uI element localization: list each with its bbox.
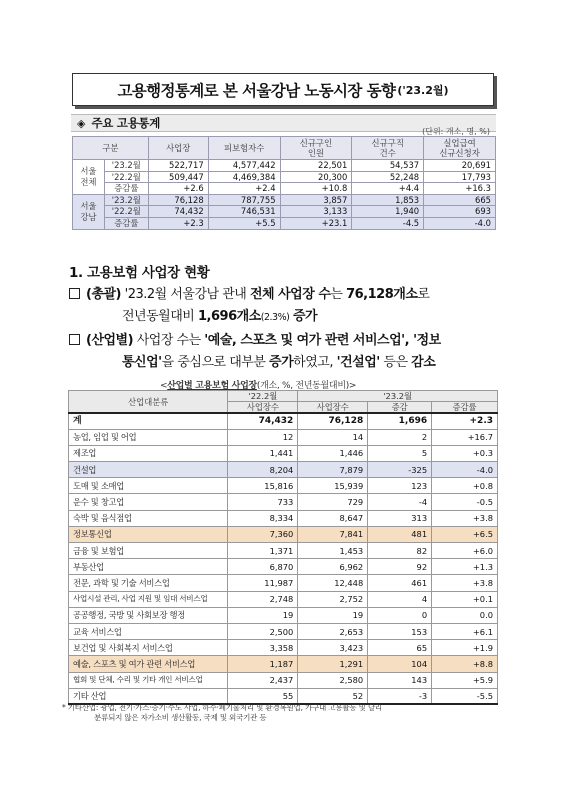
cell: +6.5 xyxy=(432,526,498,542)
cell: 20,691 xyxy=(424,160,496,172)
cell: 1,696 xyxy=(368,413,432,429)
group-label: 서울 전체 xyxy=(73,160,105,195)
footnote: * 기타산업: 광업, 전기·가스·증기·수도 사업, 하수·폐기물처리 및 환경복원업, 가구내 고용활동 및 달리 분류되지 않은 자가소비 생산활동, 국제 및 외국기관 등 xyxy=(62,703,382,722)
cell: 3,857 xyxy=(280,194,352,206)
cell: 3,358 xyxy=(228,640,298,656)
section-label: 주요 고용통계 xyxy=(91,116,161,130)
unit-note: (단위: 개소, 명, %) xyxy=(422,127,490,136)
cell: 19 xyxy=(228,607,298,623)
cell: 8,334 xyxy=(228,510,298,526)
header-cell: 사업장 xyxy=(148,137,208,160)
row-label: 증감률 xyxy=(104,217,148,229)
cell: 729 xyxy=(298,494,368,510)
cell: 1,371 xyxy=(228,543,298,559)
cell: 1,441 xyxy=(228,445,298,461)
cell: 1,446 xyxy=(298,445,368,461)
cell: 461 xyxy=(368,575,432,591)
cell: 665 xyxy=(424,194,496,206)
checkbox-square-icon xyxy=(69,288,80,299)
cell: 15,816 xyxy=(228,478,298,494)
industry-name: 기타 산업 xyxy=(69,688,228,704)
cell: +16.7 xyxy=(432,429,498,445)
header-cell: '22.2월 xyxy=(228,391,298,402)
cell: 3,423 xyxy=(298,640,368,656)
cell: 733 xyxy=(228,494,298,510)
cell: +8.8 xyxy=(432,656,498,672)
table-row xyxy=(73,183,496,195)
cell: +2.3 xyxy=(148,217,208,229)
cell: 7,879 xyxy=(298,462,368,478)
table-row xyxy=(73,217,496,229)
document-title xyxy=(72,73,494,106)
row-label: '22.2월 xyxy=(104,171,148,183)
cell: 2,748 xyxy=(228,591,298,607)
cell: 787,755 xyxy=(208,194,280,206)
row-label: '22.2월 xyxy=(104,206,148,218)
cell: 55 xyxy=(228,688,298,704)
table-row xyxy=(73,160,496,172)
cell: -4.0 xyxy=(424,217,496,229)
table-row xyxy=(73,194,496,206)
cell: 5 xyxy=(368,445,432,461)
cell: 6,870 xyxy=(228,559,298,575)
cell: 143 xyxy=(368,672,432,688)
title-main: 고용행정통계로 본 서울강남 노동시장 동향 xyxy=(117,81,396,100)
industry-name: 도매 및 소매업 xyxy=(69,478,228,494)
table-row xyxy=(69,510,498,526)
table-row xyxy=(69,462,498,478)
industry-name: 공공행정, 국방 및 사회보장 행정 xyxy=(69,607,228,623)
industry-name: 부동산업 xyxy=(69,559,228,575)
cell: +4.4 xyxy=(352,183,424,195)
table-row xyxy=(69,575,498,591)
table-row xyxy=(69,656,498,672)
industry-name: 예술, 스포츠 및 여가 관련 서비스업 xyxy=(69,656,228,672)
cell: 20,300 xyxy=(280,171,352,183)
cell: 1,187 xyxy=(228,656,298,672)
cell: 52,248 xyxy=(352,171,424,183)
cell: 0 xyxy=(368,607,432,623)
cell: 12,448 xyxy=(298,575,368,591)
summary-header-row xyxy=(73,137,496,160)
cell: 74,432 xyxy=(228,413,298,429)
cell: 313 xyxy=(368,510,432,526)
cell: 104 xyxy=(368,656,432,672)
cell: -5.5 xyxy=(432,688,498,704)
industry-name: 보건업 및 사회복지 서비스업 xyxy=(69,640,228,656)
industry-name: 금융 및 보험업 xyxy=(69,543,228,559)
table-row xyxy=(69,688,498,704)
cell: 153 xyxy=(368,623,432,639)
cell: 4,469,384 xyxy=(208,171,280,183)
header-row xyxy=(69,391,498,402)
header-cell: 사업장수 xyxy=(298,402,368,414)
cell: +2.3 xyxy=(432,413,498,429)
cell: 2 xyxy=(368,429,432,445)
row-label: '23.2월 xyxy=(104,160,148,172)
cell: 12 xyxy=(228,429,298,445)
industry-name: 숙박 및 음식점업 xyxy=(69,510,228,526)
cell: +1.3 xyxy=(432,559,498,575)
section-heading: 1. 고용보험 사업장 현황 xyxy=(69,265,210,281)
cell: 2,752 xyxy=(298,591,368,607)
industry-table-body xyxy=(69,413,498,704)
industry-name: 정보통신업 xyxy=(69,526,228,542)
cell: 52 xyxy=(298,688,368,704)
title-date: ('23.2월) xyxy=(397,83,449,97)
cell: -0.5 xyxy=(432,494,498,510)
cell: 11,987 xyxy=(228,575,298,591)
table-row xyxy=(69,559,498,575)
cell: 2,580 xyxy=(298,672,368,688)
header-cell: 신규구인 인원 xyxy=(280,137,352,160)
table-row xyxy=(69,672,498,688)
industry-name: 건설업 xyxy=(69,462,228,478)
cell: 693 xyxy=(424,206,496,218)
cell: 1,940 xyxy=(352,206,424,218)
cell: +1.9 xyxy=(432,640,498,656)
cell: +23.1 xyxy=(280,217,352,229)
cell: 8,204 xyxy=(228,462,298,478)
table-row xyxy=(69,494,498,510)
table-row xyxy=(69,478,498,494)
cell: 6,962 xyxy=(298,559,368,575)
cell: 746,531 xyxy=(208,206,280,218)
header-cell: 신규구직 건수 xyxy=(352,137,424,160)
header-cell: 사업장수 xyxy=(228,402,298,414)
cell: +0.1 xyxy=(432,591,498,607)
industry-name: 계 xyxy=(69,413,228,429)
total-row xyxy=(69,413,498,429)
cell: -4.0 xyxy=(432,462,498,478)
header-cell: 피보험자수 xyxy=(208,137,280,160)
table-row xyxy=(69,526,498,542)
cell: +10.8 xyxy=(280,183,352,195)
industry-name: 협회 및 단체, 수리 및 기타 개인 서비스업 xyxy=(69,672,228,688)
para-tag: (총괄) xyxy=(86,287,121,302)
cell: 522,717 xyxy=(148,160,208,172)
header-cell: '23.2월 xyxy=(298,391,498,402)
industry-name: 제조업 xyxy=(69,445,228,461)
diamond-icon: ◈ xyxy=(77,116,86,130)
cell: -3 xyxy=(368,688,432,704)
table-row xyxy=(73,171,496,183)
cell: 4,577,442 xyxy=(208,160,280,172)
table-row xyxy=(69,429,498,445)
cell: -4.5 xyxy=(352,217,424,229)
cell: 1,291 xyxy=(298,656,368,672)
table-row xyxy=(69,640,498,656)
cell: 2,653 xyxy=(298,623,368,639)
cell: 7,841 xyxy=(298,526,368,542)
cell: 17,793 xyxy=(424,171,496,183)
header-cell: 실업급여 신규신청자 xyxy=(424,137,496,160)
cell: +3.8 xyxy=(432,575,498,591)
table-row xyxy=(69,607,498,623)
cell: 65 xyxy=(368,640,432,656)
industry-table xyxy=(68,390,498,705)
cell: 1,853 xyxy=(352,194,424,206)
cell: +6.1 xyxy=(432,623,498,639)
cell: 92 xyxy=(368,559,432,575)
cell: 123 xyxy=(368,478,432,494)
cell: +2.6 xyxy=(148,183,208,195)
cell: 1,453 xyxy=(298,543,368,559)
summary-table xyxy=(72,136,496,230)
cell: 509,447 xyxy=(148,171,208,183)
cell: -325 xyxy=(368,462,432,478)
checkbox-square-icon xyxy=(69,334,80,345)
industry-name: 사업시설 관리, 사업 지원 및 임대 서비스업 xyxy=(69,591,228,607)
cell: 2,437 xyxy=(228,672,298,688)
cell: +0.3 xyxy=(432,445,498,461)
table-row xyxy=(69,623,498,639)
industry-name: 운수 및 창고업 xyxy=(69,494,228,510)
cell: 3,133 xyxy=(280,206,352,218)
table-row xyxy=(69,445,498,461)
cell: 4 xyxy=(368,591,432,607)
header-cell: 구분 xyxy=(73,137,149,160)
para-tag: (산업별) xyxy=(86,333,134,348)
industry-name: 전문, 과학 및 기술 서비스업 xyxy=(69,575,228,591)
row-label: '23.2월 xyxy=(104,194,148,206)
cell: 76,128 xyxy=(298,413,368,429)
header-cell: 증감률 xyxy=(432,402,498,414)
cell: +3.8 xyxy=(432,510,498,526)
cell: +0.8 xyxy=(432,478,498,494)
cell: 74,432 xyxy=(148,206,208,218)
industry-name: 농업, 임업 및 어업 xyxy=(69,429,228,445)
table-caption: <산업별 고용보험 사업장(개소, %, 전년동월대비)> xyxy=(160,381,357,391)
cell: 19 xyxy=(298,607,368,623)
cell: -4 xyxy=(368,494,432,510)
cell: 82 xyxy=(368,543,432,559)
cell: 76,128 xyxy=(148,194,208,206)
header-cell: 산업대분류 xyxy=(69,391,228,414)
header-cell: 증감 xyxy=(368,402,432,414)
cell: +5.5 xyxy=(208,217,280,229)
cell: 15,939 xyxy=(298,478,368,494)
row-label: 증감률 xyxy=(104,183,148,195)
industry-name: 교육 서비스업 xyxy=(69,623,228,639)
cell: +2.4 xyxy=(208,183,280,195)
cell: 0.0 xyxy=(432,607,498,623)
table-row xyxy=(69,591,498,607)
cell: +5.9 xyxy=(432,672,498,688)
paragraph-industry: (산업별) 사업장 수는 '예술, 스포츠 및 여가 관련 서비스업', '정보 통신업'을 중심으로 대부분 증가하였고, '건설업' 등은 감소 xyxy=(69,330,499,374)
cell: 8,647 xyxy=(298,510,368,526)
group-label: 서울 강남 xyxy=(73,194,105,229)
table-row xyxy=(69,543,498,559)
cell: 7,360 xyxy=(228,526,298,542)
paragraph-overview: (총괄) '23.2월 서울강남 관내 전체 사업장 수는 76,128개소로 전년동월대비 1,696개소(2.3%) 증가 xyxy=(69,284,499,329)
cell: +6.0 xyxy=(432,543,498,559)
table-row xyxy=(73,206,496,218)
cell: 2,500 xyxy=(228,623,298,639)
cell: 14 xyxy=(298,429,368,445)
cell: 481 xyxy=(368,526,432,542)
cell: 22,501 xyxy=(280,160,352,172)
cell: 54,537 xyxy=(352,160,424,172)
cell: +16.3 xyxy=(424,183,496,195)
